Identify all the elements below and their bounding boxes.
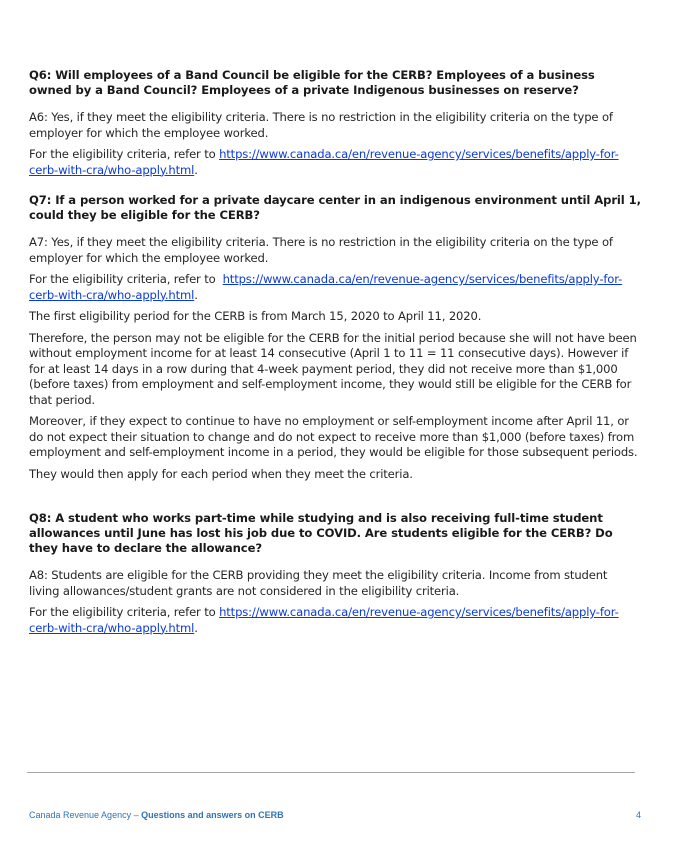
answer-a7: A7: Yes, if they meet the eligibility criteria. There is no restriction in the eligibility criteria on the type of employer for which the employee worked. [29, 235, 613, 265]
paragraph-apply-each-period: They would then apply for each period when they meet the criteria. [29, 466, 413, 481]
reference-suffix: . [194, 287, 198, 302]
footer-divider [27, 772, 635, 773]
eligibility-link[interactable]: https://www.canada.ca/en/revenue-agency/services/benefits/apply-for-cerb-with-cra/who-apply.html [29, 272, 623, 302]
paragraph-subsequent-periods: Moreover, if they expect to continue to have no employment or self-employment income after April 11, or do not expect their situation to change and do not expect to receive more than $1,000 (before taxes) from employment and self-employment income in a period, they would be eligible for those subsequent periods. [29, 414, 638, 459]
question-q7: Q7: If a person worked for a private daycare center in an indigenous environment until April 1, could they be eligible for the CERB? [29, 193, 641, 222]
page-footer [29, 810, 641, 820]
reference-suffix: . [194, 162, 198, 177]
reference-q7 [29, 272, 641, 303]
question-q8: Q8: A student who works part-time while studying and is also receiving full-time student allowances until June has lost his job due to COVID. Are students eligible for the CERB? Do they have to declare the allowance? [29, 511, 613, 555]
footer-agency: Canada Revenue Agency [29, 810, 132, 820]
page-number: 4 [635, 810, 641, 820]
document-body [29, 68, 641, 642]
reference-prefix: For the eligibility criteria, refer to [29, 272, 223, 286]
paragraph-initial-period: Therefore, the person may not be eligible for the CERB for the initial period because she will not have been without employment income for at least 14 consecutive (April 1 to 11 = 11 consecutive days). However if for at least 14 days in a row during that 4-week payment period, they did not receive more than $1,000 (before taxes) from employment and self-employment income, they would still be eligible for the CERB for that period. [29, 330, 637, 407]
footer-separator: – [131, 810, 142, 820]
paragraph-eligibility-period: The first eligibility period for the CERB is from March 15, 2020 to April 11, 2020. [29, 309, 482, 323]
reference-q8 [29, 605, 641, 636]
question-q6: Q6: Will employees of a Band Council be eligible for the CERB? Employees of a business owned by a Band Council? Employees of a private Indigenous businesses on reserve? [29, 68, 595, 97]
eligibility-link[interactable]: https://www.canada.ca/en/revenue-agency/services/benefits/apply-for-cerb-with-cra/who-apply.html [29, 147, 619, 177]
footer-title: Questions and answers on CERB [141, 810, 284, 820]
reference-prefix: For the eligibility criteria, refer to [29, 605, 220, 619]
answer-a8: A8: Students are eligible for the CERB providing they meet the eligibility criteria. Income from student living allowances/student grants are not considered in the eligibility criteria. [29, 568, 608, 598]
reference-q6 [29, 147, 641, 178]
reference-prefix: For the eligibility criteria, refer to [29, 147, 220, 161]
reference-suffix: . [194, 620, 198, 635]
answer-a6: A6: Yes, if they meet the eligibility criteria. There is no restriction in the eligibility criteria on the type of employer for which the employee worked. [29, 110, 613, 140]
eligibility-link[interactable]: https://www.canada.ca/en/revenue-agency/services/benefits/apply-for-cerb-with-cra/who-apply.html [29, 605, 619, 635]
